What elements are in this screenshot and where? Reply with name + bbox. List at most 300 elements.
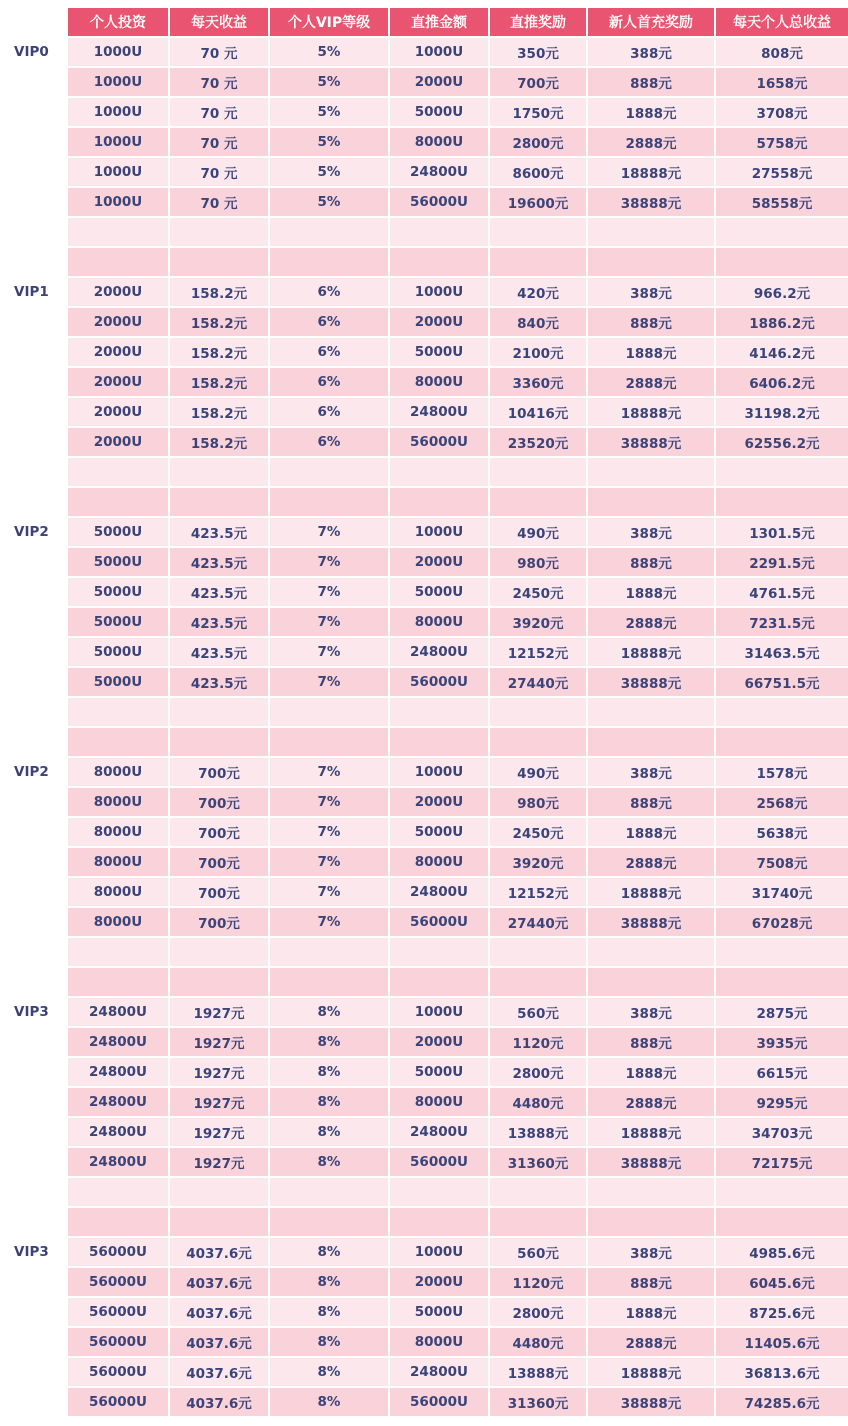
referral-amount-cell: 24800U	[390, 398, 488, 426]
empty-cell	[390, 1208, 488, 1236]
empty-cell	[390, 1178, 488, 1206]
referral-reward-cell: 3920元	[490, 848, 586, 876]
referral-amount-cell: 24800U	[390, 638, 488, 666]
table-row	[0, 1328, 848, 1358]
daily-income-cell: 700元	[170, 878, 268, 906]
spacer-row	[0, 938, 848, 968]
daily-total-income-cell: 5638元	[716, 818, 848, 846]
header-referral-reward: 直推奖励	[490, 8, 586, 36]
empty-cell	[170, 968, 268, 996]
empty-cell	[170, 488, 268, 516]
vip-rate-cell: 7%	[270, 758, 388, 786]
table-row	[0, 548, 848, 578]
investment-cell: 56000U	[68, 1328, 168, 1356]
empty-cell	[68, 218, 168, 246]
vip-rate-cell: 6%	[270, 278, 388, 306]
empty-cell	[68, 938, 168, 966]
referral-reward-cell: 1120元	[490, 1028, 586, 1056]
daily-total-income-cell: 4761.5元	[716, 578, 848, 606]
daily-income-cell: 1927元	[170, 998, 268, 1026]
investment-cell: 24800U	[68, 1058, 168, 1086]
investment-cell: 5000U	[68, 518, 168, 546]
daily-total-income-cell: 7508元	[716, 848, 848, 876]
table-row	[0, 1088, 848, 1118]
empty-cell	[0, 488, 66, 516]
daily-total-income-cell: 9295元	[716, 1088, 848, 1116]
first-deposit-reward-cell: 1888元	[588, 338, 714, 366]
referral-reward-cell: 8600元	[490, 158, 586, 186]
table-row	[0, 128, 848, 158]
table-row	[0, 368, 848, 398]
table-row	[0, 38, 848, 68]
daily-income-cell: 158.2元	[170, 428, 268, 456]
vip-level-cell	[0, 338, 66, 366]
first-deposit-reward-cell: 388元	[588, 518, 714, 546]
referral-reward-cell: 560元	[490, 998, 586, 1026]
first-deposit-reward-cell: 888元	[588, 1028, 714, 1056]
empty-cell	[390, 938, 488, 966]
vip-level-cell	[0, 878, 66, 906]
investment-cell: 2000U	[68, 338, 168, 366]
empty-cell	[588, 488, 714, 516]
first-deposit-reward-cell: 2888元	[588, 848, 714, 876]
investment-cell: 2000U	[68, 428, 168, 456]
table-row	[0, 1358, 848, 1388]
spacer-row	[0, 218, 848, 248]
table-row	[0, 1118, 848, 1148]
vip-rate-cell: 5%	[270, 128, 388, 156]
spacer-row	[0, 248, 848, 278]
investment-cell: 8000U	[68, 818, 168, 846]
referral-amount-cell: 56000U	[390, 908, 488, 936]
first-deposit-reward-cell: 18888元	[588, 398, 714, 426]
daily-total-income-cell: 1886.2元	[716, 308, 848, 336]
daily-total-income-cell: 8725.6元	[716, 1298, 848, 1326]
table-row	[0, 878, 848, 908]
table-row	[0, 338, 848, 368]
empty-cell	[390, 218, 488, 246]
first-deposit-reward-cell: 38888元	[588, 428, 714, 456]
daily-total-income-cell: 4985.6元	[716, 1238, 848, 1266]
vip-rate-cell: 8%	[270, 1328, 388, 1356]
empty-cell	[170, 218, 268, 246]
first-deposit-reward-cell: 2888元	[588, 128, 714, 156]
spacer-row	[0, 968, 848, 998]
referral-reward-cell: 3920元	[490, 608, 586, 636]
empty-cell	[68, 248, 168, 276]
empty-cell	[68, 968, 168, 996]
vip-rate-cell: 8%	[270, 1028, 388, 1056]
daily-income-cell: 158.2元	[170, 338, 268, 366]
referral-reward-cell: 13888元	[490, 1358, 586, 1386]
daily-income-cell: 158.2元	[170, 398, 268, 426]
vip-level-cell	[0, 668, 66, 696]
daily-total-income-cell: 31463.5元	[716, 638, 848, 666]
vip-level-cell	[0, 908, 66, 936]
referral-amount-cell: 2000U	[390, 1028, 488, 1056]
referral-reward-cell: 350元	[490, 38, 586, 66]
daily-income-cell: 1927元	[170, 1028, 268, 1056]
vip-level-cell	[0, 1028, 66, 1056]
investment-cell: 5000U	[68, 608, 168, 636]
daily-income-cell: 423.5元	[170, 608, 268, 636]
vip-rate-cell: 8%	[270, 1058, 388, 1086]
spacer-row	[0, 488, 848, 518]
header-investment: 个人投资	[68, 8, 168, 36]
referral-reward-cell: 2800元	[490, 1298, 586, 1326]
vip-level-cell	[0, 398, 66, 426]
vip-rate-cell: 5%	[270, 38, 388, 66]
table-row	[0, 308, 848, 338]
empty-cell	[170, 1208, 268, 1236]
spacer-row	[0, 1208, 848, 1238]
referral-amount-cell: 24800U	[390, 878, 488, 906]
vip-rate-cell: 8%	[270, 998, 388, 1026]
table-row	[0, 68, 848, 98]
daily-income-cell: 700元	[170, 908, 268, 936]
first-deposit-reward-cell: 888元	[588, 308, 714, 336]
daily-income-cell: 70 元	[170, 68, 268, 96]
first-deposit-reward-cell: 1888元	[588, 818, 714, 846]
referral-amount-cell: 1000U	[390, 998, 488, 1026]
empty-cell	[716, 488, 848, 516]
investment-cell: 24800U	[68, 998, 168, 1026]
daily-income-cell: 4037.6元	[170, 1388, 268, 1416]
referral-amount-cell: 56000U	[390, 668, 488, 696]
vip-level-cell	[0, 128, 66, 156]
referral-amount-cell: 2000U	[390, 548, 488, 576]
vip-rate-cell: 7%	[270, 668, 388, 696]
vip-rate-cell: 7%	[270, 578, 388, 606]
daily-total-income-cell: 3935元	[716, 1028, 848, 1056]
empty-cell	[588, 218, 714, 246]
header-vip-level	[0, 8, 66, 36]
referral-amount-cell: 2000U	[390, 788, 488, 816]
first-deposit-reward-cell: 388元	[588, 758, 714, 786]
vip-rate-cell: 7%	[270, 788, 388, 816]
empty-cell	[588, 1208, 714, 1236]
empty-cell	[170, 1178, 268, 1206]
empty-cell	[716, 728, 848, 756]
empty-cell	[68, 1178, 168, 1206]
empty-cell	[0, 968, 66, 996]
referral-reward-cell: 27440元	[490, 908, 586, 936]
referral-reward-cell: 2800元	[490, 128, 586, 156]
vip-level-cell	[0, 548, 66, 576]
daily-income-cell: 70 元	[170, 98, 268, 126]
daily-total-income-cell: 72175元	[716, 1148, 848, 1176]
referral-reward-cell: 1750元	[490, 98, 586, 126]
first-deposit-reward-cell: 1888元	[588, 578, 714, 606]
first-deposit-reward-cell: 18888元	[588, 158, 714, 186]
referral-reward-cell: 27440元	[490, 668, 586, 696]
empty-cell	[588, 968, 714, 996]
referral-reward-cell: 31360元	[490, 1148, 586, 1176]
first-deposit-reward-cell: 38888元	[588, 1388, 714, 1416]
vip-level-label: VIP1	[0, 278, 66, 306]
daily-income-cell: 1927元	[170, 1058, 268, 1086]
investment-cell: 8000U	[68, 788, 168, 816]
first-deposit-reward-cell: 18888元	[588, 1358, 714, 1386]
referral-amount-cell: 1000U	[390, 1238, 488, 1266]
table-row	[0, 908, 848, 938]
daily-income-cell: 1927元	[170, 1118, 268, 1146]
empty-cell	[490, 1208, 586, 1236]
referral-reward-cell: 980元	[490, 788, 586, 816]
vip-rate-cell: 6%	[270, 428, 388, 456]
daily-income-cell: 158.2元	[170, 368, 268, 396]
referral-reward-cell: 12152元	[490, 878, 586, 906]
referral-amount-cell: 5000U	[390, 1058, 488, 1086]
daily-income-cell: 70 元	[170, 188, 268, 216]
first-deposit-reward-cell: 388元	[588, 278, 714, 306]
referral-amount-cell: 8000U	[390, 128, 488, 156]
referral-reward-cell: 10416元	[490, 398, 586, 426]
daily-income-cell: 700元	[170, 758, 268, 786]
daily-income-cell: 423.5元	[170, 638, 268, 666]
vip-rate-cell: 8%	[270, 1238, 388, 1266]
empty-cell	[270, 1208, 388, 1236]
investment-cell: 1000U	[68, 158, 168, 186]
first-deposit-reward-cell: 888元	[588, 1268, 714, 1296]
daily-income-cell: 423.5元	[170, 578, 268, 606]
empty-cell	[588, 1178, 714, 1206]
referral-amount-cell: 2000U	[390, 68, 488, 96]
vip-rate-cell: 7%	[270, 878, 388, 906]
empty-cell	[170, 248, 268, 276]
empty-cell	[490, 1178, 586, 1206]
empty-cell	[716, 1208, 848, 1236]
daily-income-cell: 70 元	[170, 158, 268, 186]
daily-total-income-cell: 7231.5元	[716, 608, 848, 636]
table-row	[0, 1388, 848, 1418]
first-deposit-reward-cell: 2888元	[588, 608, 714, 636]
empty-cell	[490, 728, 586, 756]
table-row	[0, 278, 848, 308]
investment-cell: 56000U	[68, 1358, 168, 1386]
vip-level-cell	[0, 638, 66, 666]
daily-total-income-cell: 31740元	[716, 878, 848, 906]
table-row	[0, 1028, 848, 1058]
investment-cell: 2000U	[68, 308, 168, 336]
empty-cell	[270, 1178, 388, 1206]
investment-cell: 1000U	[68, 128, 168, 156]
vip-level-cell	[0, 368, 66, 396]
referral-amount-cell: 56000U	[390, 1148, 488, 1176]
empty-cell	[716, 968, 848, 996]
daily-total-income-cell: 74285.6元	[716, 1388, 848, 1416]
referral-amount-cell: 2000U	[390, 1268, 488, 1296]
daily-total-income-cell: 966.2元	[716, 278, 848, 306]
daily-total-income-cell: 67028元	[716, 908, 848, 936]
vip-rate-cell: 8%	[270, 1148, 388, 1176]
investment-cell: 56000U	[68, 1298, 168, 1326]
vip-rate-cell: 5%	[270, 188, 388, 216]
investment-cell: 2000U	[68, 398, 168, 426]
daily-total-income-cell: 34703元	[716, 1118, 848, 1146]
daily-income-cell: 4037.6元	[170, 1268, 268, 1296]
investment-cell: 8000U	[68, 848, 168, 876]
table-row	[0, 158, 848, 188]
investment-cell: 56000U	[68, 1388, 168, 1416]
vip-level-cell	[0, 98, 66, 126]
daily-total-income-cell: 36813.6元	[716, 1358, 848, 1386]
referral-amount-cell: 8000U	[390, 1328, 488, 1356]
empty-cell	[270, 218, 388, 246]
daily-income-cell: 70 元	[170, 128, 268, 156]
empty-cell	[270, 698, 388, 726]
investment-cell: 24800U	[68, 1028, 168, 1056]
empty-cell	[716, 218, 848, 246]
first-deposit-reward-cell: 888元	[588, 548, 714, 576]
first-deposit-reward-cell: 1888元	[588, 1058, 714, 1086]
first-deposit-reward-cell: 388元	[588, 38, 714, 66]
investment-cell: 24800U	[68, 1088, 168, 1116]
header-vip-rate: 个人VIP等级	[270, 8, 388, 36]
referral-reward-cell: 13888元	[490, 1118, 586, 1146]
investment-cell: 1000U	[68, 98, 168, 126]
referral-reward-cell: 1120元	[490, 1268, 586, 1296]
vip-rate-cell: 8%	[270, 1268, 388, 1296]
vip-level-cell	[0, 848, 66, 876]
spacer-row	[0, 1178, 848, 1208]
daily-income-cell: 70 元	[170, 38, 268, 66]
empty-cell	[0, 218, 66, 246]
daily-income-cell: 700元	[170, 818, 268, 846]
vip-level-label: VIP2	[0, 758, 66, 786]
vip-level-cell	[0, 1148, 66, 1176]
empty-cell	[0, 938, 66, 966]
empty-cell	[390, 728, 488, 756]
daily-income-cell: 4037.6元	[170, 1328, 268, 1356]
referral-reward-cell: 490元	[490, 758, 586, 786]
referral-reward-cell: 2800元	[490, 1058, 586, 1086]
referral-amount-cell: 2000U	[390, 308, 488, 336]
empty-cell	[588, 728, 714, 756]
empty-cell	[716, 248, 848, 276]
referral-reward-cell: 2100元	[490, 338, 586, 366]
vip-level-cell	[0, 578, 66, 606]
table-row	[0, 998, 848, 1028]
table-row	[0, 188, 848, 218]
investment-cell: 56000U	[68, 1238, 168, 1266]
first-deposit-reward-cell: 888元	[588, 68, 714, 96]
investment-cell: 5000U	[68, 578, 168, 606]
table-row	[0, 638, 848, 668]
first-deposit-reward-cell: 38888元	[588, 188, 714, 216]
referral-amount-cell: 1000U	[390, 38, 488, 66]
referral-amount-cell: 56000U	[390, 188, 488, 216]
daily-total-income-cell: 4146.2元	[716, 338, 848, 366]
referral-amount-cell: 5000U	[390, 98, 488, 126]
referral-reward-cell: 23520元	[490, 428, 586, 456]
vip-rate-cell: 8%	[270, 1388, 388, 1416]
header-daily-total-income: 每天个人总收益	[716, 8, 848, 36]
header-first-deposit-reward: 新人首充奖励	[588, 8, 714, 36]
empty-cell	[0, 458, 66, 486]
daily-total-income-cell: 62556.2元	[716, 428, 848, 456]
investment-cell: 1000U	[68, 188, 168, 216]
referral-reward-cell: 840元	[490, 308, 586, 336]
investment-cell: 5000U	[68, 668, 168, 696]
vip-rate-cell: 7%	[270, 638, 388, 666]
first-deposit-reward-cell: 1888元	[588, 98, 714, 126]
empty-cell	[0, 1178, 66, 1206]
daily-total-income-cell: 5758元	[716, 128, 848, 156]
daily-income-cell: 4037.6元	[170, 1298, 268, 1326]
vip-level-cell	[0, 1358, 66, 1386]
referral-amount-cell: 5000U	[390, 818, 488, 846]
spacer-row	[0, 458, 848, 488]
daily-total-income-cell: 1301.5元	[716, 518, 848, 546]
referral-reward-cell: 420元	[490, 278, 586, 306]
table-header	[0, 8, 848, 38]
daily-total-income-cell: 808元	[716, 38, 848, 66]
empty-cell	[68, 728, 168, 756]
investment-cell: 8000U	[68, 908, 168, 936]
empty-cell	[270, 458, 388, 486]
vip-rate-cell: 7%	[270, 518, 388, 546]
empty-cell	[68, 698, 168, 726]
empty-cell	[390, 698, 488, 726]
empty-cell	[68, 458, 168, 486]
vip-rate-cell: 7%	[270, 608, 388, 636]
investment-cell: 24800U	[68, 1148, 168, 1176]
first-deposit-reward-cell: 18888元	[588, 878, 714, 906]
table-row	[0, 428, 848, 458]
empty-cell	[490, 968, 586, 996]
investment-cell: 1000U	[68, 38, 168, 66]
referral-amount-cell: 8000U	[390, 608, 488, 636]
investment-cell: 8000U	[68, 878, 168, 906]
investment-cell: 5000U	[68, 548, 168, 576]
empty-cell	[270, 248, 388, 276]
table-row	[0, 788, 848, 818]
empty-cell	[588, 698, 714, 726]
referral-amount-cell: 1000U	[390, 758, 488, 786]
empty-cell	[390, 458, 488, 486]
vip-level-label: VIP0	[0, 38, 66, 66]
vip-level-cell	[0, 788, 66, 816]
referral-reward-cell: 2450元	[490, 578, 586, 606]
referral-amount-cell: 1000U	[390, 518, 488, 546]
vip-level-cell	[0, 428, 66, 456]
investment-cell: 2000U	[68, 278, 168, 306]
table-row	[0, 518, 848, 548]
referral-reward-cell: 19600元	[490, 188, 586, 216]
vip-rate-cell: 7%	[270, 848, 388, 876]
table-row	[0, 668, 848, 698]
daily-total-income-cell: 2291.5元	[716, 548, 848, 576]
empty-cell	[490, 458, 586, 486]
referral-amount-cell: 8000U	[390, 848, 488, 876]
daily-income-cell: 4037.6元	[170, 1358, 268, 1386]
table-row	[0, 608, 848, 638]
first-deposit-reward-cell: 2888元	[588, 1328, 714, 1356]
investment-cell: 24800U	[68, 1118, 168, 1146]
vip-rate-cell: 6%	[270, 308, 388, 336]
empty-cell	[716, 1178, 848, 1206]
empty-cell	[588, 458, 714, 486]
empty-cell	[490, 218, 586, 246]
daily-total-income-cell: 27558元	[716, 158, 848, 186]
empty-cell	[0, 248, 66, 276]
vip-level-cell	[0, 1388, 66, 1416]
daily-total-income-cell: 3708元	[716, 98, 848, 126]
empty-cell	[716, 458, 848, 486]
empty-cell	[490, 248, 586, 276]
daily-income-cell: 158.2元	[170, 308, 268, 336]
